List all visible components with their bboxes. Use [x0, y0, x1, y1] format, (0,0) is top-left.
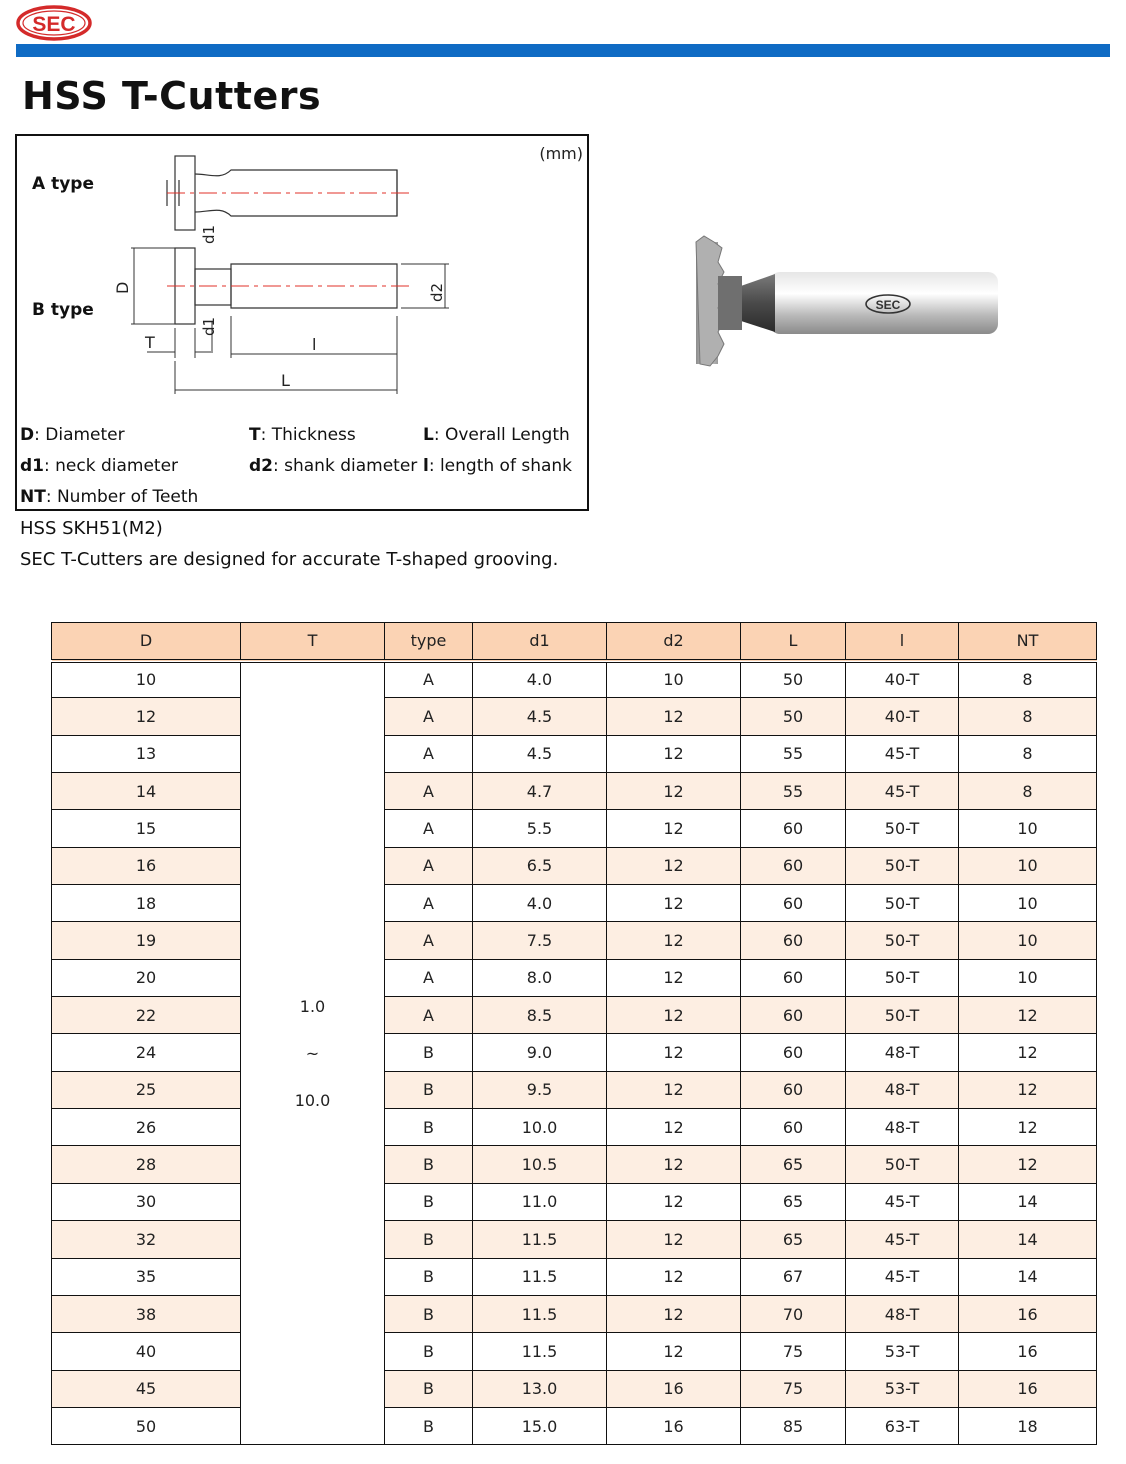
table-row	[52, 1258, 1097, 1295]
cell-d1: 4.5	[473, 698, 607, 735]
cell-d2: 16	[607, 1370, 741, 1407]
cell-L: 75	[741, 1333, 846, 1370]
cell-D: 26	[52, 1109, 241, 1146]
table-row	[52, 1109, 1097, 1146]
table-row	[52, 1071, 1097, 1108]
cell-d1: 8.5	[473, 997, 607, 1034]
cell-d1: 11.5	[473, 1333, 607, 1370]
cell-L: 60	[741, 1034, 846, 1071]
thickness-range-cell	[241, 661, 385, 1445]
table-row	[52, 735, 1097, 772]
page-title: HSS T-Cutters	[22, 74, 322, 118]
cell-NT: 16	[959, 1295, 1097, 1332]
cell-L: 85	[741, 1407, 846, 1444]
table-row	[52, 847, 1097, 884]
cell-type: B	[385, 1071, 473, 1108]
cell-l: 40-T	[846, 698, 959, 735]
cell-NT: 12	[959, 1034, 1097, 1071]
cell-l: 45-T	[846, 1221, 959, 1258]
cell-type: A	[385, 997, 473, 1034]
cell-d1: 4.5	[473, 735, 607, 772]
cell-NT: 8	[959, 698, 1097, 735]
cell-D: 35	[52, 1258, 241, 1295]
legend-D: D: Diameter	[20, 425, 125, 445]
table-row	[52, 922, 1097, 959]
cell-D: 50	[52, 1407, 241, 1444]
cell-d2: 12	[607, 1109, 741, 1146]
cell-type: B	[385, 1370, 473, 1407]
cell-d1: 11.0	[473, 1183, 607, 1220]
dim-l-label: l	[312, 335, 317, 354]
cell-d2: 16	[607, 1407, 741, 1444]
cell-d1: 9.0	[473, 1034, 607, 1071]
cell-type: B	[385, 1333, 473, 1370]
cell-NT: 16	[959, 1370, 1097, 1407]
cell-d2: 12	[607, 922, 741, 959]
column-header: NT	[959, 623, 1097, 661]
cell-type: B	[385, 1295, 473, 1332]
cell-l: 50-T	[846, 810, 959, 847]
cell-NT: 10	[959, 810, 1097, 847]
cell-NT: 14	[959, 1221, 1097, 1258]
cell-L: 50	[741, 698, 846, 735]
cell-d1: 4.0	[473, 885, 607, 922]
cell-d2: 12	[607, 847, 741, 884]
cell-NT: 10	[959, 922, 1097, 959]
cell-NT: 14	[959, 1258, 1097, 1295]
thickness-range-min: 1.0	[299, 996, 326, 1016]
cell-d1: 10.0	[473, 1109, 607, 1146]
table-row	[52, 698, 1097, 735]
cell-l: 40-T	[846, 661, 959, 698]
cell-d2: 12	[607, 885, 741, 922]
cell-type: A	[385, 698, 473, 735]
a-type-label: A type	[32, 174, 94, 194]
cell-L: 60	[741, 922, 846, 959]
cell-d2: 12	[607, 773, 741, 810]
cell-L: 70	[741, 1295, 846, 1332]
cell-d1: 13.0	[473, 1370, 607, 1407]
cell-l: 45-T	[846, 735, 959, 772]
cell-d2: 12	[607, 1146, 741, 1183]
material-text: HSS SKH51(M2)	[20, 518, 163, 539]
cell-type: A	[385, 847, 473, 884]
column-header: L	[741, 623, 846, 661]
cell-NT: 12	[959, 1109, 1097, 1146]
dim-D-label: D	[113, 281, 132, 294]
table-row	[52, 1183, 1097, 1220]
column-header: l	[846, 623, 959, 661]
cell-D: 24	[52, 1034, 241, 1071]
table-row	[52, 1221, 1097, 1258]
dim-L-label: L	[281, 371, 290, 390]
cell-NT: 12	[959, 1146, 1097, 1183]
cell-D: 40	[52, 1333, 241, 1370]
photo-engraving-text: SEC	[875, 298, 901, 312]
cell-NT: 8	[959, 661, 1097, 698]
legend-l: l: length of shank	[423, 456, 573, 476]
cell-d2: 12	[607, 1071, 741, 1108]
cell-D: 12	[52, 698, 241, 735]
column-header: D	[52, 623, 241, 661]
cell-L: 60	[741, 810, 846, 847]
cell-D: 13	[52, 735, 241, 772]
cell-L: 65	[741, 1221, 846, 1258]
cell-d1: 8.0	[473, 959, 607, 996]
column-header: type	[385, 623, 473, 661]
cell-l: 50-T	[846, 997, 959, 1034]
column-header: T	[241, 623, 385, 661]
cell-d1: 15.0	[473, 1407, 607, 1444]
legend-d2: d2: shank diameter	[249, 456, 418, 476]
cell-L: 55	[741, 773, 846, 810]
cell-type: B	[385, 1146, 473, 1183]
cell-NT: 8	[959, 735, 1097, 772]
cell-NT: 8	[959, 773, 1097, 810]
b-type-label: B type	[32, 300, 94, 320]
cell-L: 75	[741, 1370, 846, 1407]
cell-d2: 12	[607, 1258, 741, 1295]
cell-d1: 4.7	[473, 773, 607, 810]
cell-d1: 11.5	[473, 1258, 607, 1295]
cell-type: A	[385, 735, 473, 772]
table-row	[52, 1034, 1097, 1071]
cell-type: A	[385, 885, 473, 922]
table-row	[52, 885, 1097, 922]
cell-l: 45-T	[846, 1183, 959, 1220]
cell-d1: 6.5	[473, 847, 607, 884]
cell-d1: 7.5	[473, 922, 607, 959]
sec-logo-text: SEC	[32, 13, 76, 36]
cell-D: 28	[52, 1146, 241, 1183]
cell-L: 60	[741, 1071, 846, 1108]
table-row	[52, 773, 1097, 810]
cell-l: 63-T	[846, 1407, 959, 1444]
cell-L: 50	[741, 661, 846, 698]
b-type-d1-label: d1	[200, 316, 218, 336]
product-photo	[680, 232, 1010, 372]
cell-type: A	[385, 661, 473, 698]
dimension-diagram-box	[15, 134, 589, 511]
cell-l: 45-T	[846, 773, 959, 810]
cell-D: 16	[52, 847, 241, 884]
cell-d2: 12	[607, 959, 741, 996]
cell-type: B	[385, 1183, 473, 1220]
table-row	[52, 1370, 1097, 1407]
header-bar	[16, 44, 1110, 57]
cell-D: 45	[52, 1370, 241, 1407]
cell-d2: 12	[607, 1183, 741, 1220]
sec-logo	[16, 5, 92, 41]
cell-D: 14	[52, 773, 241, 810]
spec-table	[51, 622, 1097, 1445]
legend-T: T: Thickness	[249, 425, 356, 445]
table-row	[52, 959, 1097, 996]
cell-D: 15	[52, 810, 241, 847]
cell-d2: 12	[607, 735, 741, 772]
description-text: SEC T-Cutters are designed for accurate T-shaped grooving.	[20, 549, 559, 570]
column-header: d1	[473, 623, 607, 661]
cell-l: 50-T	[846, 885, 959, 922]
cell-l: 50-T	[846, 847, 959, 884]
cell-l: 48-T	[846, 1109, 959, 1146]
table-row	[52, 997, 1097, 1034]
cell-d2: 12	[607, 1295, 741, 1332]
cell-L: 60	[741, 885, 846, 922]
cell-NT: 12	[959, 1071, 1097, 1108]
cell-NT: 12	[959, 997, 1097, 1034]
cell-type: B	[385, 1034, 473, 1071]
cell-d1: 11.5	[473, 1221, 607, 1258]
legend-L: L: Overall Length	[423, 425, 570, 445]
unit-label: (mm)	[539, 144, 583, 163]
table-row	[52, 1333, 1097, 1370]
cell-d2: 12	[607, 1333, 741, 1370]
cell-D: 22	[52, 997, 241, 1034]
cell-D: 25	[52, 1071, 241, 1108]
cell-l: 48-T	[846, 1034, 959, 1071]
cell-D: 18	[52, 885, 241, 922]
legend-NT: NT: Number of Teeth	[20, 487, 199, 507]
cell-L: 65	[741, 1183, 846, 1220]
cell-d1: 5.5	[473, 810, 607, 847]
cell-d2: 12	[607, 810, 741, 847]
cell-l: 50-T	[846, 959, 959, 996]
table-row	[52, 810, 1097, 847]
cell-NT: 10	[959, 847, 1097, 884]
cell-type: A	[385, 959, 473, 996]
cell-type: A	[385, 922, 473, 959]
table-row	[52, 661, 1097, 698]
cell-d2: 12	[607, 1034, 741, 1071]
cell-type: B	[385, 1258, 473, 1295]
cell-type: B	[385, 1407, 473, 1444]
cell-D: 10	[52, 661, 241, 698]
cell-l: 53-T	[846, 1370, 959, 1407]
cell-type: A	[385, 773, 473, 810]
cell-l: 50-T	[846, 1146, 959, 1183]
thickness-range-sep: ~	[305, 1043, 320, 1063]
cell-L: 60	[741, 1109, 846, 1146]
cell-l: 48-T	[846, 1071, 959, 1108]
dim-d2-label: d2	[428, 282, 446, 302]
cell-NT: 18	[959, 1407, 1097, 1444]
cell-D: 19	[52, 922, 241, 959]
cell-type: A	[385, 810, 473, 847]
cell-d2: 12	[607, 698, 741, 735]
cell-NT: 10	[959, 885, 1097, 922]
a-type-d1-label: d1	[200, 224, 218, 244]
cell-L: 60	[741, 847, 846, 884]
cell-D: 30	[52, 1183, 241, 1220]
legend-d1: d1: neck diameter	[20, 456, 179, 476]
cell-d1: 11.5	[473, 1295, 607, 1332]
cell-d2: 12	[607, 1221, 741, 1258]
dim-T-label: T	[145, 333, 155, 352]
thickness-range-max: 10.0	[294, 1090, 331, 1110]
cell-d2: 10	[607, 661, 741, 698]
cell-D: 38	[52, 1295, 241, 1332]
dimension-lines	[131, 248, 449, 394]
cell-D: 20	[52, 959, 241, 996]
column-header: d2	[607, 623, 741, 661]
table-row	[52, 1295, 1097, 1332]
cell-d1: 4.0	[473, 661, 607, 698]
cell-l: 45-T	[846, 1258, 959, 1295]
cell-L: 60	[741, 997, 846, 1034]
cell-NT: 16	[959, 1333, 1097, 1370]
table-row	[52, 1407, 1097, 1444]
cell-NT: 10	[959, 959, 1097, 996]
table-header-row	[52, 623, 1097, 661]
cell-L: 60	[741, 959, 846, 996]
cell-L: 55	[741, 735, 846, 772]
cell-l: 50-T	[846, 922, 959, 959]
table-body	[52, 661, 1097, 1445]
cell-l: 48-T	[846, 1295, 959, 1332]
table-row	[52, 1146, 1097, 1183]
cell-NT: 14	[959, 1183, 1097, 1220]
cell-l: 53-T	[846, 1333, 959, 1370]
cell-d1: 9.5	[473, 1071, 607, 1108]
cell-L: 67	[741, 1258, 846, 1295]
cell-d1: 10.5	[473, 1146, 607, 1183]
cutter-drawing	[17, 136, 591, 426]
cell-d2: 12	[607, 997, 741, 1034]
cell-D: 32	[52, 1221, 241, 1258]
cell-L: 65	[741, 1146, 846, 1183]
cell-type: B	[385, 1109, 473, 1146]
cell-type: B	[385, 1221, 473, 1258]
